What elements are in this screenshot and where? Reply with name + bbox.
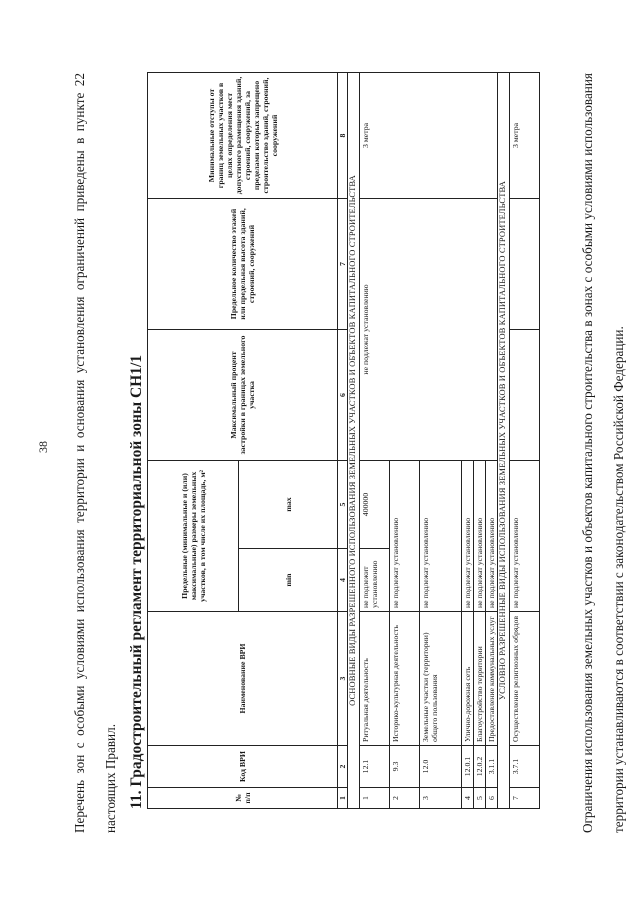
row-code: 12.0.1 <box>462 746 474 788</box>
row-sizes: не подлежат установлению <box>510 460 540 611</box>
row-num: 1 <box>360 788 390 809</box>
header-num: № п/п <box>148 788 338 809</box>
header-setback: Минимальные отступы от границ земельных участков в целях определения мест допустимого размещения зданий, строений, сооружений, за пределами которых запрещено строительство зданий, строений, сооружений <box>148 72 338 198</box>
row-code: 12.0 <box>420 746 462 788</box>
header-floors: Предельное количество этажей или предельная высота зданий, строений, сооружений <box>148 198 338 329</box>
row-sizes: не подлежат установлению <box>462 460 474 611</box>
header-max: max <box>239 460 338 548</box>
col-num-1: 1 <box>338 788 348 809</box>
row-floors <box>510 198 540 329</box>
row-sizes: не подлежат установлению <box>486 460 498 611</box>
row-name: Земельные участки (территории) общего пользования <box>420 612 462 746</box>
row-build <box>510 329 540 460</box>
row-build-floors: не подлежат установлению <box>360 198 498 460</box>
intro-paragraph: Перечень зон с особыми условиями использования территории и основания установления ограничений приведены в пункте 22 настоящих Правил. <box>72 73 118 833</box>
col-num-4: 4 <box>338 549 348 612</box>
col-num-3: 3 <box>338 612 348 746</box>
header-size-group: Предельные (минимальные и (или) максимальные) размеры земельных участков, в том числе их площадь, м² <box>148 460 239 611</box>
row-code: 9.3 <box>390 746 420 788</box>
row-name: Осуществление религиозных обрядов <box>510 612 540 746</box>
row-num: 4 <box>462 788 474 809</box>
row-code: 3.7.1 <box>510 746 540 788</box>
page-number: 38 <box>36 441 50 453</box>
row-sizes: не подлежат установлению <box>390 460 420 611</box>
row-sizes: не подлежат установлению <box>420 460 462 611</box>
header-row <box>148 72 239 808</box>
column-number-row <box>338 72 348 808</box>
table-row <box>360 72 390 808</box>
section-row-conditional <box>498 72 510 808</box>
row-code: 12.1 <box>360 746 390 788</box>
col-num-5: 5 <box>338 460 348 548</box>
table-row <box>510 72 540 808</box>
section-main-label: ОСНОВНЫЕ ВИДЫ РАЗРЕШЕННОГО ИСПОЛЬЗОВАНИЯ ЗЕМЕЛЬНЫХ УЧАСТКОВ И ОБЪЕКТОВ КАПИТАЛЬНОГО СТРОИТЕЛЬСТВА <box>348 72 360 808</box>
header-code: Код ВРИ <box>148 746 338 788</box>
row-name: Историко-культурная деятельность <box>390 612 420 746</box>
row-setback: 3 метра <box>360 72 498 198</box>
outro-paragraph: Ограничения использования земельных участков и объектов капитального строительства в зонах с особыми условиями использования территории устанавливаются в соответствии с законодательством Российской Федерации. <box>580 73 626 833</box>
row-setback: 3 метра <box>510 72 540 198</box>
col-num-8: 8 <box>338 72 348 198</box>
row-num: 2 <box>390 788 420 809</box>
row-num: 6 <box>486 788 498 809</box>
row-min: не подлежит установлению <box>360 549 390 612</box>
row-name: Ритуальная деятельность <box>360 612 390 746</box>
header-name: Наименование ВРИ <box>148 612 338 746</box>
col-num-7: 7 <box>338 198 348 329</box>
section-row-main <box>348 72 360 808</box>
row-code: 12.0.2 <box>474 746 486 788</box>
row-num: 5 <box>474 788 486 809</box>
section-conditional-label: УСЛОВНО РАЗРЕШЕННЫЕ ВИДЫ ИСПОЛЬЗОВАНИЯ ЗЕМЕЛЬНЫХ УЧАСТКОВ И ОБЪЕКТОВ КАПИТАЛЬНОГО СТРОИТЕЛЬСТВА <box>498 72 510 808</box>
section-title: 11. Градостроительный регламент территориальной зоны СН1/1 <box>128 355 145 809</box>
col-num-2: 2 <box>338 746 348 788</box>
row-num: 7 <box>510 788 540 809</box>
row-name: Предоставление коммунальных услуг <box>486 612 498 746</box>
row-num: 3 <box>420 788 462 809</box>
col-num-6: 6 <box>338 329 348 460</box>
row-sizes: не подлежат установлению <box>474 460 486 611</box>
row-max: 400000 <box>360 460 390 548</box>
row-code: 3.1.1 <box>486 746 498 788</box>
row-name: Благоустройство территории <box>474 612 486 746</box>
row-name: Улично-дорожная сеть <box>462 612 474 746</box>
regulation-table <box>147 72 540 809</box>
header-min: min <box>239 549 338 612</box>
header-build-percent: Максимальный процент застройки в границах земельного участка <box>148 329 338 460</box>
